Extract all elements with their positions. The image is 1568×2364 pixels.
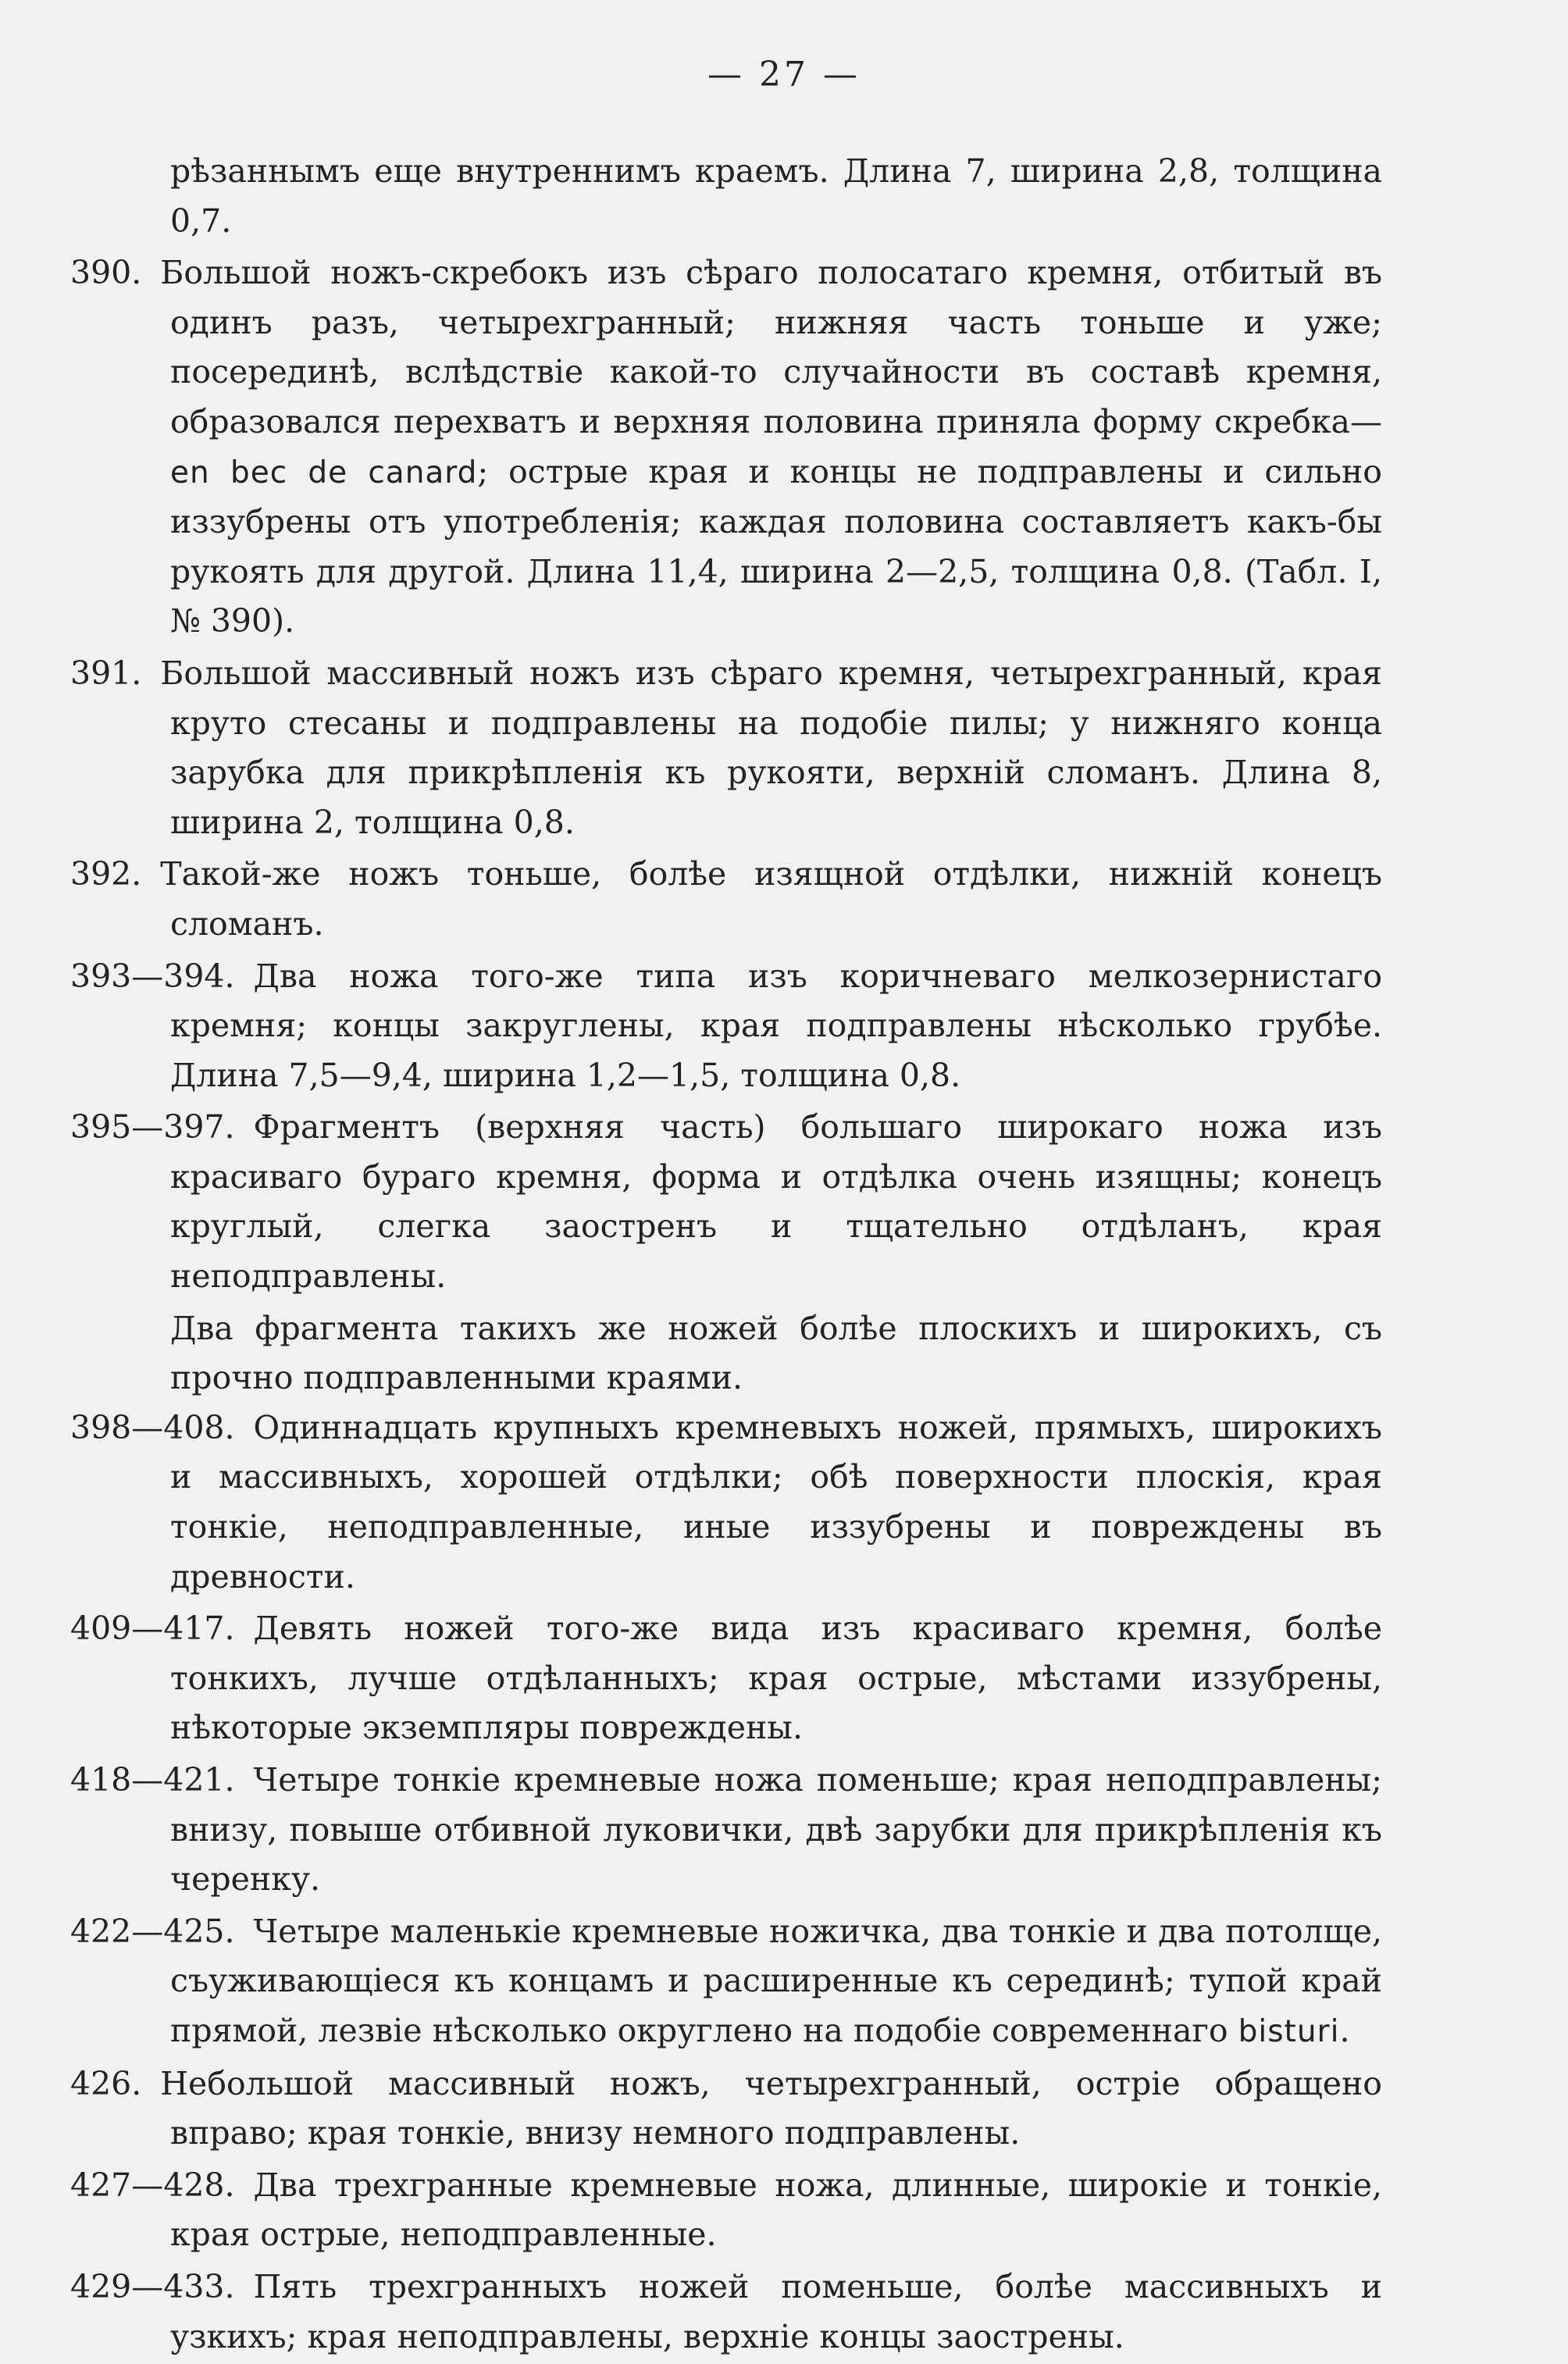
catalog-entry-427-428 bbox=[70, 2161, 1382, 2260]
entry-number: 395—397. bbox=[70, 1108, 235, 1146]
catalog-text bbox=[70, 147, 1382, 2364]
catalog-entry-395-397-sub: Два фрагмента такихъ же ножей болѣе плоскихъ и широкихъ, съ прочно подправленными краями. bbox=[170, 1309, 1382, 1397]
catalog-entry-391 bbox=[70, 649, 1382, 847]
entry-number: 426. bbox=[70, 2064, 142, 2102]
catalog-entry-422-425 bbox=[70, 1907, 1382, 2057]
entry-text: Небольшой массивный ножъ, четырехгранный, остріе обращено вправо; края тонкіе, внизу немного подправлены. bbox=[160, 2064, 1382, 2152]
entry-number: 427—428. bbox=[70, 2166, 235, 2204]
entry-number: 422—425. bbox=[70, 1912, 235, 1950]
entry-text-continued: . bbox=[1339, 2011, 1350, 2049]
entry-text: Девять ножей того-же вида изъ красиваго кремня, болѣе тонкихъ, лучше отдѣланныхъ; края острые, мѣстами иззубрены, нѣкоторые экземпляры повреждены. bbox=[170, 1610, 1382, 1747]
entry-number: 393—394. bbox=[70, 957, 235, 995]
entry-text: Большой ножъ-скребокъ изъ сѣраго полосатаго кремня, отбитый въ одинъ разъ, четырехгранный; нижняя часть тоньше и уже; посерединѣ, вслѣдствіе какой-то случайности въ составѣ кремня, образовался перехватъ и верхняя половина приняла форму скребка— bbox=[160, 254, 1382, 440]
entry-text: Одиннадцать крупныхъ кремневыхъ ножей, прямыхъ, широкихъ и массивныхъ, хорошей отдѣлки; обѣ поверхности плоскія, края тонкіе, неподправленные, иные иззубрены и повреждены въ древности. bbox=[170, 1408, 1382, 1596]
catalog-entry-409-417 bbox=[70, 1604, 1382, 1753]
catalog-entry-393-394 bbox=[70, 952, 1382, 1101]
catalog-entry-390 bbox=[70, 248, 1382, 647]
entry-number: 398—408. bbox=[70, 1408, 235, 1446]
entry-text: Четыре маленькіе кремневые ножичка, два тонкіе и два потолще, съуживающіеся къ концамъ и расширенные къ серединѣ; тупой край прямой, лезвіе нѣсколько округлено на подобіе современнаго bbox=[170, 1912, 1382, 2049]
continuation-paragraph: рѣзаннымъ еще внутреннимъ краемъ. Длина 7, ширина 2,8, толщина 0,7. bbox=[170, 152, 1382, 240]
entry-latin-term: en bec de canard bbox=[170, 455, 478, 490]
catalog-entry-426 bbox=[70, 2059, 1382, 2159]
entry-number: 392. bbox=[70, 855, 142, 893]
entry-number: 418—421. bbox=[70, 1761, 235, 1799]
entry-text: Два трехгранные кремневые ножа, длинные, широкіе и тонкіе, края острые, неподправленные. bbox=[170, 2166, 1382, 2254]
entry-text: Пять трехгранныхъ ножей поменьше, болѣе массивныхъ и узкихъ; края неподправлены, верхніе концы заострены. bbox=[170, 2267, 1382, 2355]
entry-number: 429—433. bbox=[70, 2267, 235, 2305]
entry-text: Фрагментъ (верхняя часть) большаго широкаго ножа изъ красиваго бураго кремня, форма и отдѣлка очень изящны; конецъ круглый, слегка заостренъ и тщательно отдѣланъ, края неподправлены. bbox=[170, 1108, 1382, 1296]
entry-number: 390. bbox=[70, 254, 142, 292]
entry-number: 409—417. bbox=[70, 1610, 235, 1648]
entry-text-continued: ; острые края и концы не подправлены и сильно иззубрены отъ употребленія; каждая половина составляетъ какъ-бы рукоять для другой. Длина 11,4, ширина 2—2,5, толщина 0,8. (Табл. I, № 390). bbox=[170, 452, 1382, 640]
entry-text: Большой массивный ножъ изъ сѣраго кремня, четырехгранный, края круто стесаны и подправлены на подобіе пилы; у нижняго конца зарубка для прикрѣпленія къ рукояти, верхній сломанъ. Длина 8, ширина 2, толщина 0,8. bbox=[160, 654, 1382, 841]
entry-text: Четыре тонкіе кремневые ножа поменьше; края неподправлены; внизу, повыше отбивной луковички, двѣ зарубки для прикрѣпленія къ черенку. bbox=[170, 1761, 1382, 1899]
catalog-entry-395-397 bbox=[70, 1103, 1382, 1301]
catalog-entry-398-408 bbox=[70, 1403, 1382, 1602]
page-number: — 27 — bbox=[707, 55, 861, 94]
entry-text: Два ножа того-же типа изъ коричневаго мелкозернистаго кремня; концы закруглены, края подправлены нѣсколько грубѣе. Длина 7,5—9,4, ширина 1,2—1,5, толщина 0,8. bbox=[170, 957, 1382, 1094]
catalog-entry-392 bbox=[70, 850, 1382, 949]
entry-number: 391. bbox=[70, 654, 142, 692]
entry-text: Такой-же ножъ тоньше, болѣе изящной отдѣлки, нижній конецъ сломанъ. bbox=[160, 855, 1382, 943]
entry-latin-term: bisturi bbox=[1238, 2013, 1340, 2049]
catalog-entry-418-421 bbox=[70, 1756, 1382, 1905]
catalog-entry-429-433 bbox=[70, 2262, 1382, 2362]
